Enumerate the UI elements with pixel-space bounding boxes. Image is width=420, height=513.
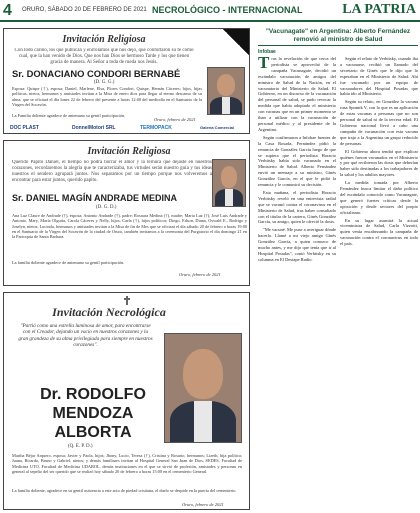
- memorial-quote: "Partió como una estrella luminosa de amor, para encontrarse con el Creador, dejando un vacío en nuestros corazones y la gran grandeza de su alma privilegiada para siempre en nuestros corazones".: [18, 323, 153, 348]
- article-paragraph: Según el relato de Verbitsky, cuando iba a vacunarse, recibió un llamado del secretario de Ginés que le dijo que lo esperaban en el Ministerio de Salud. Ahí fue vacunado por un equipo de vacunadores del Hospital Posadas que había ido al Ministerio.: [340, 56, 418, 97]
- mourning-ribbon-icon: [223, 29, 249, 55]
- drop-cap: T: [258, 53, 270, 72]
- deceased-photo: [212, 159, 246, 207]
- deceased-name: Sr. DANIEL MAGÍN ANDRADE MEDINA: [12, 193, 178, 203]
- closing-text: La familia doliente agradece de antemano su gentil participación.: [12, 260, 125, 265]
- obituary-notice-condori: [3, 28, 250, 134]
- notice-date: Oruro, febrero de 2021: [179, 272, 221, 277]
- name-line: ALBORTA: [54, 424, 132, 441]
- article-headline: "Vacunagate" en Argentina: Alberto Fernández removió al ministro de Salud: [258, 26, 418, 46]
- notice-title: Invitación Religiosa: [87, 146, 171, 157]
- sponsor-logo: DonnelMotori SRL: [72, 125, 116, 131]
- page-header: [0, 0, 420, 22]
- obituary-notice-andrade: [3, 140, 250, 286]
- deceased-photo: [207, 67, 245, 115]
- closing-text: La familia doliente, agradece en su gentil asistencia a este acto de piedad cristiana, el duelo se despide en la puerta del cementerio.: [12, 488, 237, 493]
- deceased-initials: (Q. E. P. D.): [68, 444, 93, 449]
- article-paragraph: Según confirmaron a Infobae fuentes de la Casa Rosada, Fernández pidió la renuncia de González García luego de que se supiera que el periodista Horacio Verbitsky había sido vacunado en el Ministerio de Salud. Alberto Fernández envió un mensaje a su ministro, Ginés González García, en el que le pidió la renuncia y le comunicó su decisión.: [258, 134, 336, 188]
- sponsor-logo: DOC PLAST: [10, 125, 39, 131]
- family-text: Ana Luz Claure de Andrade (†), esposa; Antonio Andrade (†), padre; Rosaura Medina (†), madre; Marta Luz (†), José Luis Andrade y Antonio, Mary, María Olguita, Carola Cáceres y Nelly, hijos; Carla (†), hijos políticos; Diego, Edson, Diana, Oswald E., Rodrigo y Joselyn, nietos; Lucinda, hermanos y amistades invitan a la Misa de fin de Mes que se oficiará el día sábado 20 de febrero a horas 19:00 en el Santuario de la Virgen del Socavón de la ciudad de Oruro, también invitamos a la ceremonia del Purgatorio el día domingo 21 en la Parroquia de Santa Barbara.: [12, 213, 247, 240]
- article-paragraph: En su lugar asumirá la actual viceministra de Salud, Carla Vizzotti, quien venía encabezando la campaña de vacunación contra el coronavirus en todo el país.: [340, 217, 418, 247]
- article-paragraph: El Gobierno ahora tendrá que explicar quiénes fueron vacunados en el Ministerio y por qué recibieron las dosis que deberían haber sido destinadas a los trabajadores de la salud y los adultos mayores.: [340, 148, 418, 178]
- notice-date: Oruro, febrero de 2021: [182, 502, 224, 507]
- article-column-1: [258, 53, 336, 511]
- deceased-initials: (D. G. D.): [96, 205, 117, 210]
- sponsor-logo: TERMOPACK: [140, 125, 172, 131]
- name-line: Dr. RODOLFO: [40, 386, 146, 403]
- notice-title: Invitación Necrológica: [52, 305, 166, 319]
- article-paragraph: La medida tomada por Alberto Fernández busca limitar el daño político del escándalo conocido como Vacunagate, que generó fuertes críticas desde la oposición y desde sectores del propio oficialismo.: [340, 180, 418, 215]
- article-byline: Infobae: [258, 49, 276, 55]
- deceased-photo: [164, 333, 242, 443]
- issue-date: ORURO, SÁBADO 20 DE FEBRERO DE 2021: [22, 7, 147, 13]
- sponsor-logos: [10, 123, 246, 133]
- name-line: MENDOZA: [52, 405, 134, 422]
- notice-lead-text: Con todo cariño, los que publican y enrrolamos que nos dejó, que confortaron su fe como cual, que la han venido de Dios. Que nos han Dios se hermoso Tarde y los que tienen gracia de manera. Al Señor a toda de rueda nos Jesús.: [14, 48, 194, 65]
- sponsor-logo: Galería Comercial: [200, 125, 235, 130]
- notice-date: Oruro, febrero de 2021: [154, 117, 196, 122]
- newspaper-logo: LA PATRIA: [342, 2, 416, 17]
- article-paragraph: "Me vacuné. Me puse a averiguar dónde hacerlo. Llamé a mi viejo amigo Ginés González García, a quien conozco de mucho antes, y me dijo que tenía que ir al Hospital Posadas", contó Verbitsky en su columna en El Destape Radio.: [258, 227, 336, 262]
- article-paragraph: Según su relato, en González la vacuna rusa Sputnik V, con lo que es un aplicación de estas vacunas a personas que no son personal de salud ni de la tercera edad. El Gobierno nacional llevó a cabo una campaña de vacunación con esta vacuna que trajo a la Argentina un grupo reducido de personas.: [340, 99, 418, 146]
- family-text: Martha Béjar Arquero, esposa; Javier y Paola, hijos; Jhony, Lucio, Teresa (†), Cristina y Rosario, hermanos; Lizeth, hija política; Juana, Ricardo, Bruno y Gabriel, nietos; y demás familiares invitan al Hospital General San Juan de Dios, SEDES, Facultad de Medicina UTO, Facultad de Medicina UDABOL, demás instituciones en el que se sirvió de profesión, amistades y personas en general al sepelio del ser querido que se realizó hoy sábado 20 de febrero a horas 15:00 en el cementerio General.: [12, 453, 242, 474]
- article-paragraph: Esta mañana, el periodista Horacio Verbitsky reveló en una entrevista radial que se vacunó contra el coronavirus en el Ministerio de Salud, tras haber consultado con el titular de la cartera, Ginés González García, su amigo, quien le ofreció la dosis.: [258, 189, 336, 225]
- article-column-2: [340, 56, 418, 511]
- page-number: 4: [3, 2, 12, 19]
- deceased-initials: (D. G. G.): [94, 80, 115, 85]
- notice-lead-text: Querido Papito Daniel, el tiempo no podrá borrar el amor y la ternura que dejaste en nuestros corazones, recordaremos la alegría que te caracterizaba, tus virtudes serán nuestro guía y tus ideas nuestros el sendero agrupará juntos. Nos separamos por un tiempo porque nos volveremos a encontrar para estar juntos, querido papito.: [12, 160, 212, 183]
- section-title: NECROLÓGICO - INTERNACIONAL: [152, 5, 303, 15]
- closing-text: La Familia doliente agradece de antemano su gentil participación.: [12, 113, 126, 118]
- family-text: Esposa: Quispe (†), esposa; Daniel, Marlene, Elsa, Flores Condori, Quispe, Hernán Cáceres; hijos, hijas políticas, nietos, hermanos y amistades invitan a la Misa de enero dios para llegar al eterno descanso de su alma, que se oficiará el día lunes 22 de febrero del presente a horas 12:00 del mediodía en el Santuario de la Virgen del Socavón.: [12, 86, 202, 107]
- obituary-notice-mendoza: [3, 292, 250, 510]
- article-paragraph: ras la revelación de que cerca del periodista se aprovechó de la campaña Vacunagate, decidió un escándalo vacunación de amigos del ministro de Salud de la Nación, en el vacunatorio del Ministerio de Salud. El Gobierno, en un discurso de la vacunación del personal de salud, se pudo revocar la medida que había adoptado el ministerio con vacunas que en un primer momento se iban a utilizar con la vacunación de personal médico y al presidente de la Argentina.: [258, 56, 336, 132]
- deceased-name: Sr. DONACIANO CONDORI BERNABÉ: [12, 68, 181, 79]
- deceased-name: [18, 385, 168, 442]
- cross-icon: [124, 296, 130, 305]
- notice-title: Invitación Religiosa: [62, 34, 146, 45]
